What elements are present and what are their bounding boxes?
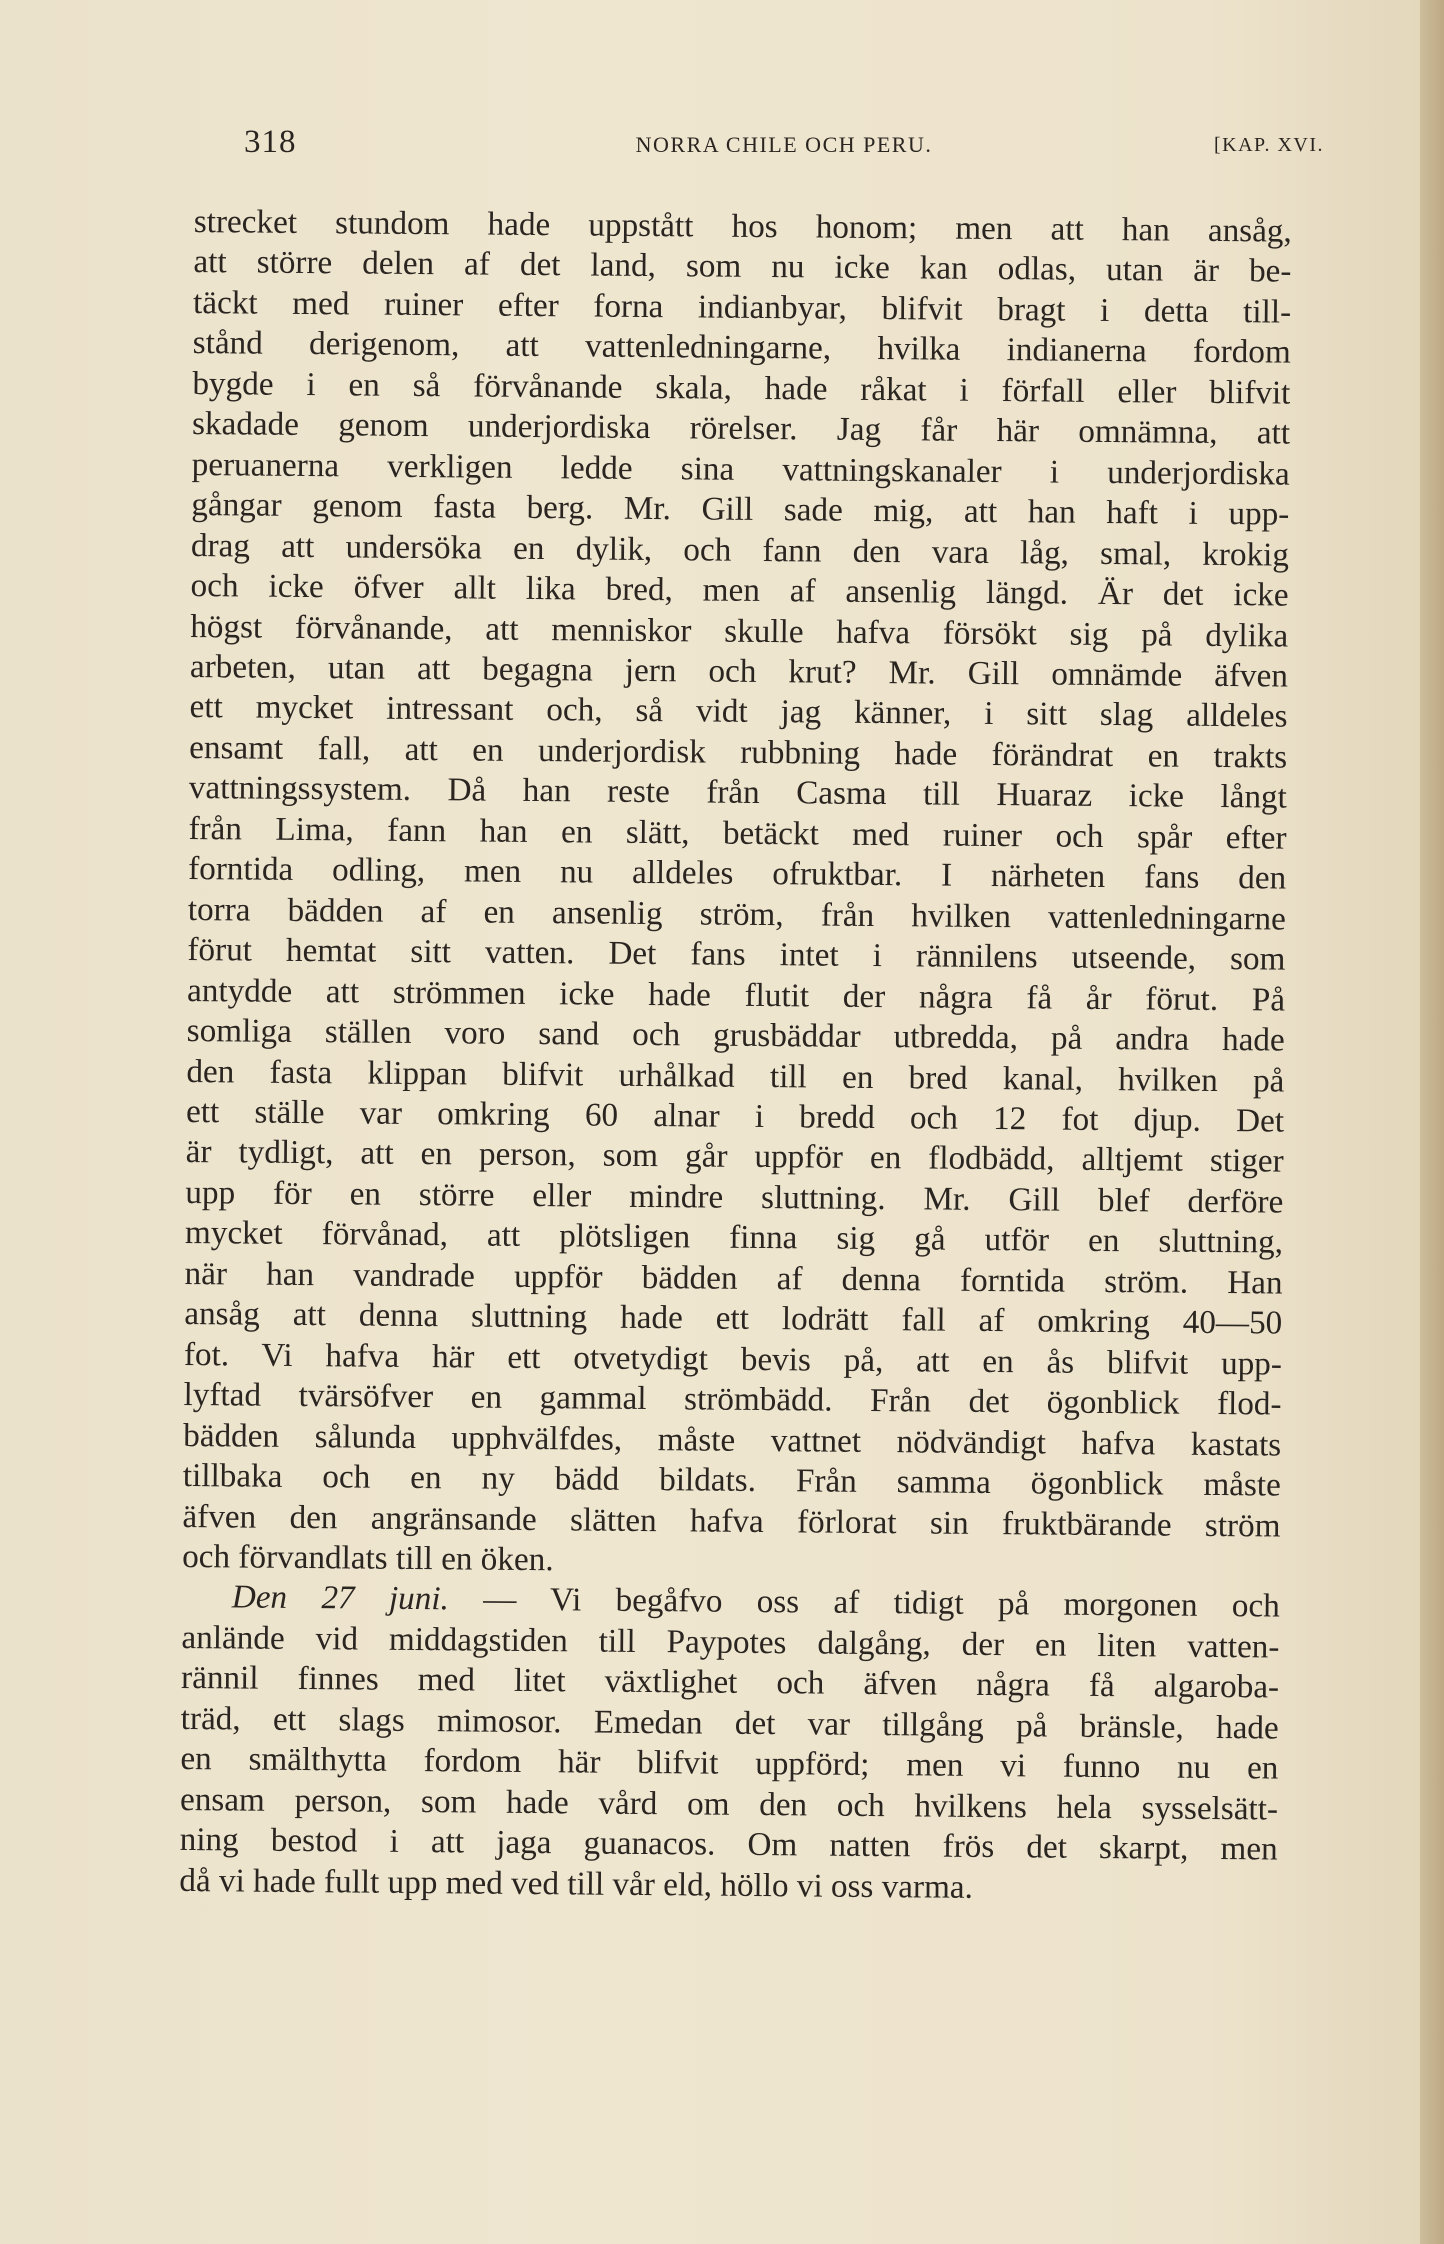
text-line: och icke öfver allt lika bred, men af ansenlig längd. Är det icke	[190, 567, 1289, 614]
text-line: äfven den angränsande slätten hafva förlorat sin fruktbärande ström	[182, 1497, 1281, 1545]
text-line: träd, ett slags mimosor. Emedan det var tillgång på bränsle, hade	[180, 1699, 1279, 1747]
text-line: ensam person, som hade vård om den och hvilkens hela sysselsätt-	[179, 1780, 1279, 1828]
text-line: fot. Vi hafva här ett otvetydigt bevis på, att en ås blifvit upp-	[183, 1335, 1283, 1383]
text-line: en smälthytta fordom här blifvit uppförd; men vi funno nu en	[180, 1740, 1279, 1787]
text-line: vattningssystem. Då han reste från Casma till Huaraz icke långt	[188, 769, 1288, 816]
text-line: strecket stundom hade uppstått hos honom; men att han ansåg,	[193, 202, 1292, 250]
entry-text: — Vi begåfvo oss af tidigt på morgonen och	[482, 1580, 1280, 1625]
text-line: ensamt fall, att en underjordisk rubbning hade förändrat en trakts	[189, 728, 1288, 776]
text-line: ning bestod i att jaga guanacos. Om natten frös det skarpt, men	[179, 1821, 1278, 1868]
chapter-reference: [KAP. XVI.	[1214, 134, 1324, 156]
text-line: då vi hade fullt upp med ved till vår eld, höllo vi oss varma.	[179, 1861, 974, 1906]
page-edge	[1420, 0, 1444, 2244]
text-line: mycket förvånad, att plötsligen finna sig gå utför en sluttning,	[184, 1214, 1284, 1261]
text-line: från Lima, fann han en slätt, betäckt med ruiner och spår efter	[188, 809, 1287, 857]
text-line: antydde att strömmen icke hade flutit der några få år förut. På	[186, 971, 1286, 1019]
text-line: ett mycket intressant och, så vidt jag känner, i sitt slag alldeles	[189, 688, 1288, 735]
page-number: 318	[244, 124, 297, 160]
running-title: NORRA CHILE OCH PERU.	[635, 132, 933, 157]
date-entry: Den 27 juni.	[231, 1578, 450, 1618]
text-line: drag att undersöka en dylik, och fann den vara låg, smal, krokig	[190, 526, 1290, 574]
text-line: anlände vid middagstiden till Paypotes dalgång, der en liten vatten-	[181, 1618, 1280, 1666]
text-line: bygde i en så förvånande skala, hade råkat i förfall eller blifvit	[192, 364, 1291, 412]
text-line: täckt med ruiner efter forna indianbyar, blifvit bragt i detta till-	[192, 283, 1292, 331]
text-line: och förvandlats till en öken.	[182, 1537, 554, 1579]
text-line: lyftad tvärsöfver en gammal strömbädd. Från det ögonblick flod-	[183, 1376, 1282, 1423]
text-line: högst förvånande, att menniskor skulle hafva försökt sig på dylika	[190, 607, 1289, 655]
text-line: rännil finnes med litet växtlighet och äfven några få algaroba-	[180, 1659, 1280, 1706]
page-header	[244, 124, 1324, 174]
text-line: torra bädden af en ansenlig ström, från hvilken vattenledningarne	[187, 890, 1286, 938]
text-line: forntida odling, men nu alldeles ofruktbar. I närheten fans den	[188, 850, 1287, 897]
text-line: tillbaka och en ny bädd bildats. Från samma ögonblick måste	[182, 1456, 1282, 1504]
text-line: upp för en större eller mindre sluttning. Mr. Gill blef derföre	[185, 1173, 1284, 1221]
text-line: när han vandrade uppför bädden af denna forntida ström. Han	[184, 1254, 1283, 1302]
text-line: peruanerna verkligen ledde sina vattningskanaler i underjordiska	[191, 445, 1290, 493]
text-line: den fasta klippan blifvit urhålkad till en bred kanal, hvilken på	[186, 1052, 1285, 1100]
text-line: ansåg att denna sluttning hade ett lodrätt fall af omkring 40—50	[184, 1295, 1283, 1342]
text-line: stånd derigenom, att vattenledningarne, hvilka indianerna fordom	[192, 324, 1291, 371]
text-line: arbeten, utan att begagna jern och krut? Mr. Gill omnämde äfven	[189, 647, 1289, 695]
text-line: ett ställe var omkring 60 alnar i bredd och 12 fot djup. Det	[185, 1092, 1285, 1140]
body-text	[179, 202, 1292, 1911]
text-line: att större delen af det land, som nu icke kan odlas, utan är be-	[193, 243, 1292, 291]
text-line: förut hemtat sitt vatten. Det fans intet i rännilens utseende, som	[187, 931, 1286, 978]
text-line: skadade genom underjordiska rörelser. Jag får här omnämna, att	[191, 405, 1291, 452]
text-line: somliga ställen voro sand och grusbäddar utbredda, på andra hade	[186, 1012, 1285, 1059]
text-line: är tydligt, att en person, som går uppför en flodbädd, alltjemt stiger	[185, 1133, 1284, 1180]
text-line: bädden sålunda upphvälfdes, måste vattnet nödvändigt hafva kastats	[183, 1416, 1282, 1464]
text-line: gångar genom fasta berg. Mr. Gill sade mig, att han haft i upp-	[191, 486, 1290, 533]
